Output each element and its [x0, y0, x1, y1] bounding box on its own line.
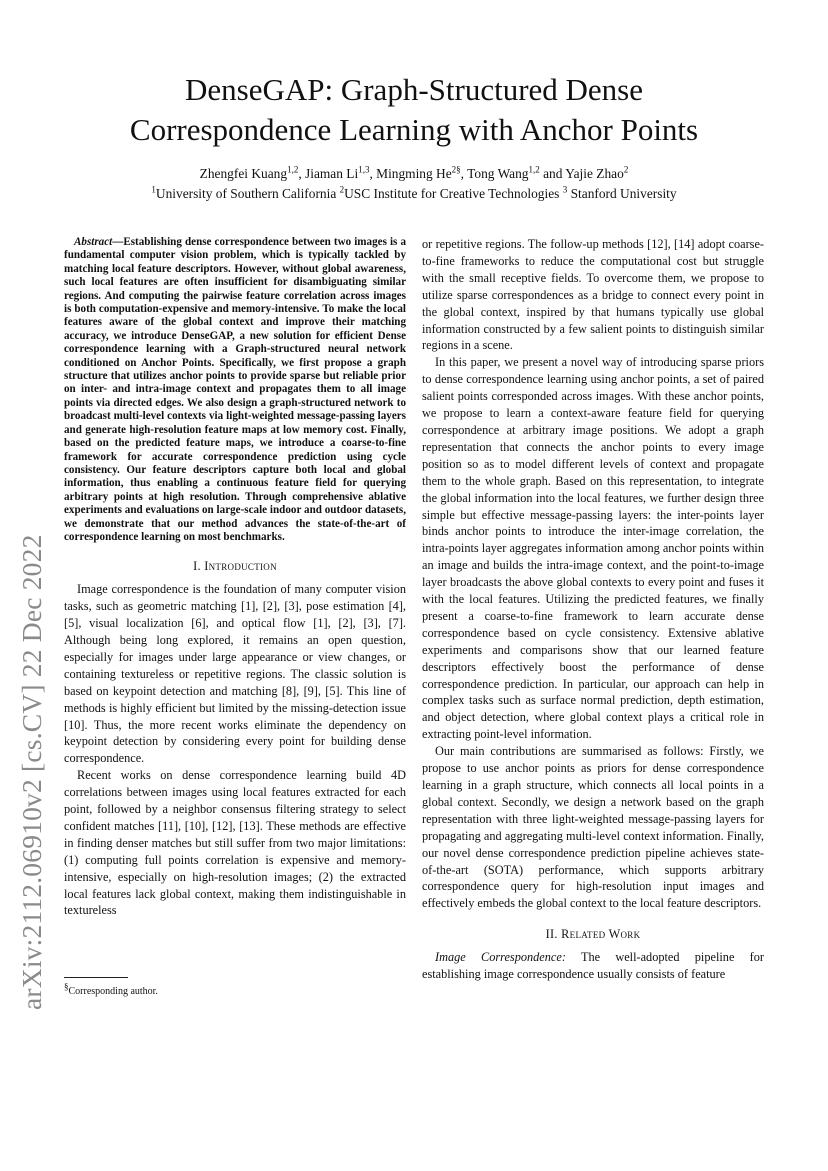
paragraph-text: The well-adopted pipeline for establishing image correspondence usually consists of feature [422, 950, 764, 982]
paper-title [60, 70, 768, 150]
section-title: Related Work [561, 927, 641, 942]
affiliation-name: USC Institute for Creative Technologies [344, 186, 563, 201]
author-list [60, 165, 768, 183]
intro-paragraph-3: or repetitive regions. The follow-up methods [12], [14] adopt coarse-to-fine frameworks to reduce the computational cost but struggle with the small receptive fields. To overcome them, we propose to utilize sparse correspondences as a bridge to connect every point in the global context, inspired by that humans typically use global information constructed by a few salient points to distinguish similar regions in a scene. [422, 237, 764, 353]
abstract [64, 236, 406, 544]
author-separator: , [298, 166, 306, 181]
author-affiliation-mark: 2§ [451, 164, 461, 175]
left-column [64, 236, 406, 919]
intro-paragraph-2: Recent works on dense correspondence learning build 4D correlations between images using local features extracted for each point, followed by a neighbor consensus filtering strategy to select confident matches [11], [10], [12], [13]. These methods are effective in finding denser matches but still suffer from two major limitations: (1) computing full points correlation is expensive and memory-intensive, especially on high-resolution images; (2) the extracted local features lack global context, making them indistinguishable in textureless [64, 768, 406, 918]
section-title: Introduction [204, 559, 277, 574]
right-column [422, 236, 764, 983]
author-name: Jiaman Li [305, 166, 359, 181]
footnote-text: Corresponding author. [68, 986, 158, 997]
affiliation-name: University of Southern California [155, 186, 340, 201]
author-name: Tong Wang [467, 166, 529, 181]
title-line-1: DenseGAP: Graph-Structured Dense [185, 72, 643, 107]
abstract-label: Abstract [74, 236, 113, 248]
author-affiliation-mark: 1,3 [358, 164, 370, 175]
intro-paragraph-4: In this paper, we present a novel way of introducing sparse priors to dense correspondence learning using anchor points, a set of paired salient points corresponded across images. With these anchor points, we propose to learn a context-aware feature field for querying correspondence at arbitrary image positions. We adopt a graph representation that connects the anchor points to every image position so as to model different levels of context and propagate them to the whole graph. Based on this representation, to integrate the global information into the local features, we further design three simple but effective message-passing layers: the inter-points layer binds anchor points to introduce the inter-image correlation, the intra-points layer aggregates information among anchor points within an image and builds the intra-image context, and the point-to-image layer broadcasts the above global contexts to every point and fuses it with the local features. Utilizing the predicted features, we finally present a coarse-to-fine framework to learn accurate dense correspondence based on cycle consistency. Extensive ablative experiments and comparisons show that our learned feature descriptors effectively boost the performance of dense correspondence prediction. In particular, our approach can help in complex tasks such as surface normal prediction, depth estimation, and object detection, where global context plays a critical role in extracting point-level information. [422, 355, 764, 742]
related-work-paragraph [422, 949, 764, 983]
affiliations [60, 185, 768, 203]
author-name: Yajie Zhao [565, 166, 624, 181]
footnote-mark: § [64, 981, 69, 992]
arxiv-identifier: arXiv:2112.06910v2 [cs.CV] 22 Dec 2022 [16, 534, 47, 1010]
affiliation-mark: 3 [562, 184, 568, 195]
author-affiliation-mark: 1,2 [528, 164, 540, 175]
intro-paragraph-1: Image correspondence is the foundation of many computer vision tasks, such as geometric matching [1], [2], [3], pose estimation [4], [5], visual localization [6], and optical flow [1], [2], [3], [7]. Although being long explored, it remains an open question, especially for images under large appearance or view changes, or containing textureless or repetitive regions. The classic solution is based on keypoint detection and matching [8], [9], [5]. This line of methods is highly efficient but limited by the missing-detection issue [10]. Thus, the more recent works eliminate the dependency on keypoint detection by considering every point for building dense correspondence. [64, 582, 406, 766]
author-separator: , [460, 166, 468, 181]
author-affiliation-mark: 2 [623, 164, 629, 175]
abstract-text: —Establishing dense correspondence between two images is a fundamental computer vision problem, which is typically tackled by matching local feature descriptors. However, without global awareness, such local features are often insufficient for disambiguating similar regions. And computing the pairwise feature correlation across images is both computation-expensive and memory-intensive. To make the local features aware of the global context and improve their matching accuracy, we introduce DenseGAP, a new solution for efficient Dense correspondence learning with a Graph-structured neural network conditioned on Anchor Points. Specifically, we first propose a graph structure that utilizes anchor points to provide sparse but reliable prior on inter- and intra-image context and propagates them to all image points via directed edges. We also design a graph-structured network to broadcast multi-level contexts via light-weighted message-passing layers and generate high-resolution feature maps at low memory cost. Finally, based on the predicted feature maps, we introduce a coarse-to-fine framework for accurate correspondence prediction using cycle consistency. Our feature descriptors capture both local and global information, thus enabling a continuous feature field for querying arbitrary points at high resolution. Through comprehensive ablative experiments and evaluations on large-scale indoor and outdoor datasets, we demonstrate that our method advances the state-of-the-art of correspondence learning on most benchmarks. [64, 236, 406, 543]
author-separator: , [369, 166, 377, 181]
author-affiliation-mark: 1,2 [287, 164, 299, 175]
footnote [64, 981, 158, 998]
author-separator: and [539, 166, 566, 181]
affiliation-mark: 1 [151, 184, 156, 195]
author-name: Zhengfei Kuang [199, 166, 288, 181]
footnote-rule [64, 977, 128, 978]
author-name: Mingming He [376, 166, 452, 181]
paragraph-lead: Image Correspondence: [435, 950, 566, 965]
section-heading-introduction [64, 558, 406, 575]
section-number: I. [193, 559, 205, 574]
affiliation-name: Stanford University [567, 186, 677, 201]
section-number: II. [545, 927, 562, 942]
title-line-2: Correspondence Learning with Anchor Points [129, 112, 699, 147]
affiliation-mark: 2 [339, 184, 345, 195]
contributions-paragraph: Our main contributions are summarised as follows: Firstly, we propose to use anchor points as priors for dense correspondence learning in a graph structure, which connects all local points in a global context. Secondly, we design a network based on the graph representation with three light-weighted message-passing layers for propagating and aggregating multi-level context information. Finally, our novel dense correspondence prediction pipeline achieves state-of-the-art (SOTA) performance, which supports arbitrary correspondence query for high-resolution input images and effectively embeds the global context to the local feature descriptors. [422, 744, 764, 911]
section-heading-related-work [422, 926, 764, 943]
